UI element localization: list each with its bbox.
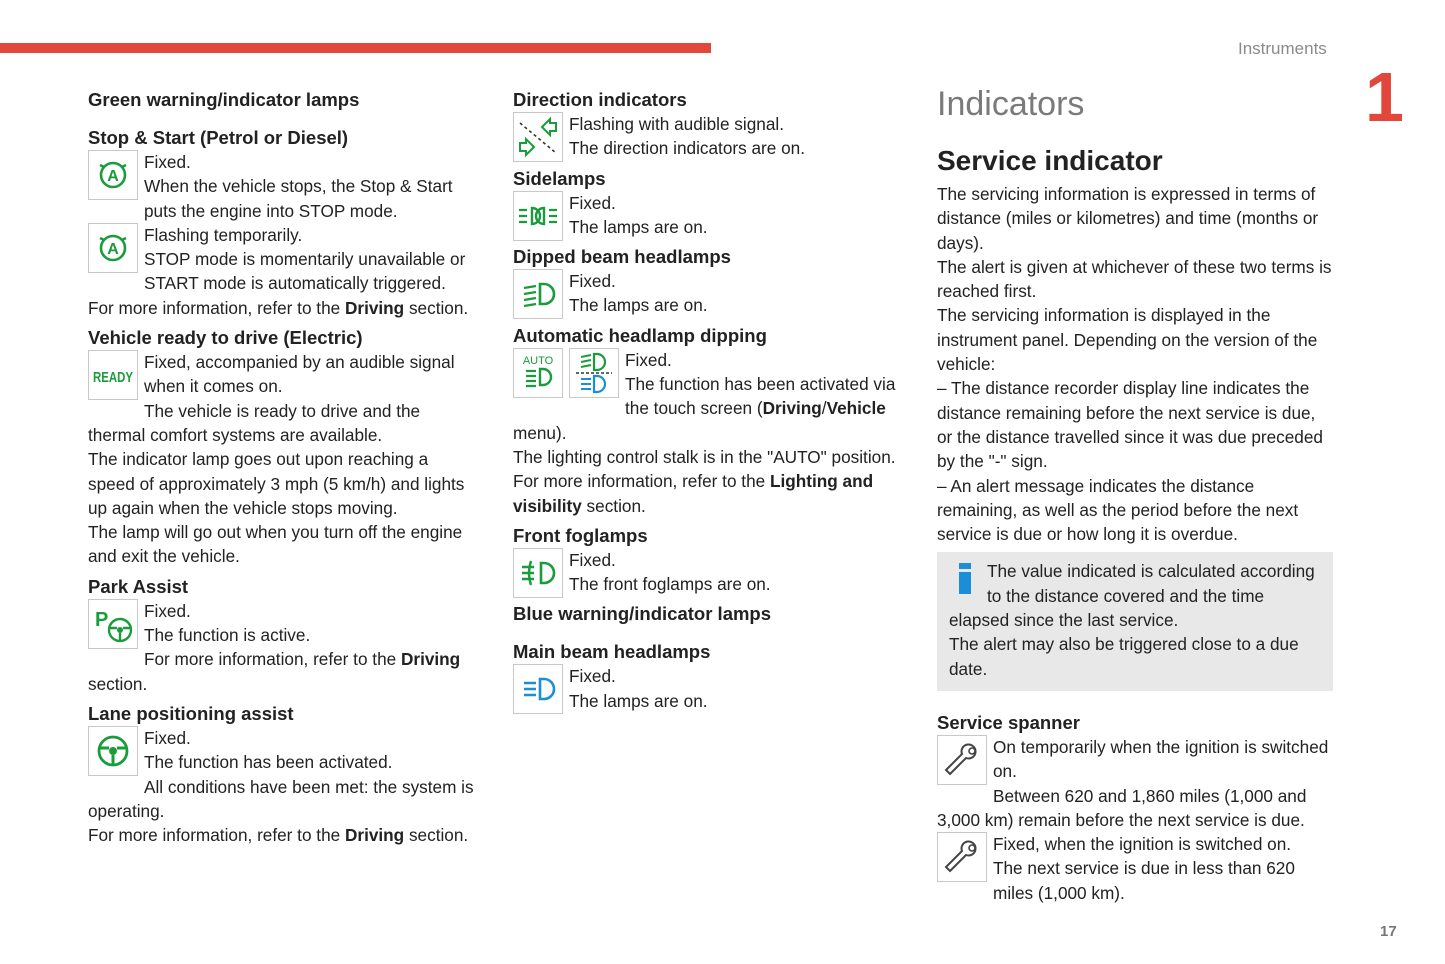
main-beam-block: [513, 664, 903, 713]
spanner-block-1: [937, 735, 1333, 784]
foglamps-l2: The front foglamps are on.: [569, 574, 771, 595]
chapter-number: 1: [1365, 58, 1404, 136]
ready-fixed: Fixed, accompanied by an audible signal when it comes on.: [144, 352, 455, 397]
lane-fixed: Fixed.: [144, 727, 191, 748]
info-text-2: The alert may also be triggered close to a due date.: [949, 634, 1299, 679]
heading-dipped: Dipped beam headlamps: [513, 246, 731, 268]
lane-desc: The function has been activated.: [144, 752, 393, 773]
park-assist-more-info: For more information, refer to the Driving section.: [88, 649, 461, 694]
main-beam-l2: The lamps are on.: [569, 690, 708, 711]
stop-start-fixed-desc: When the vehicle stops, the Stop & Start puts the engine into STOP mode.: [144, 176, 453, 221]
stop-start-more-info: For more information, refer to the Driving section.: [88, 297, 469, 318]
column-1: [88, 88, 478, 847]
svg-text:AUTO: AUTO: [522, 354, 554, 367]
lane-block: [88, 726, 478, 775]
spanner-a1: On temporarily when the ignition is switched on.: [993, 736, 1329, 782]
svg-text:A: A: [107, 240, 119, 258]
park-assist-fixed: Fixed.: [144, 600, 191, 621]
spanner-a2: Between 620 and 1,860 miles (1,000 and 3,000 km) remain before the next service is due.: [937, 785, 1307, 830]
heading-green-lamps: Green warning/indicator lamps: [88, 89, 360, 110]
park-assist-icon: [88, 599, 138, 649]
dipped-l1: Fixed.: [569, 271, 616, 292]
dipped-beam-icon: [513, 269, 563, 319]
info-box: [937, 552, 1333, 690]
service-p5: – An alert message indicates the distance remaining, as well as the period before the next service is due or how long it is overdue.: [937, 475, 1299, 545]
svg-text:A: A: [107, 168, 119, 185]
auto-block: [513, 348, 903, 445]
heading-main-beam: Main beam headlamps: [513, 641, 711, 663]
heading-foglamps: Front foglamps: [513, 524, 648, 546]
section-title: Service indicator: [937, 145, 1163, 176]
page-number: 17: [1380, 923, 1397, 940]
sidelamps-block: [513, 191, 903, 240]
heading-direction: Direction indicators: [513, 89, 687, 110]
info-icon: [949, 559, 987, 605]
stop-start-flashing-desc: STOP mode is momentarily unavailable or START mode is automatically triggered.: [144, 249, 466, 294]
service-p2: The alert is given at whichever of these two terms is reached first.: [937, 256, 1332, 302]
front-foglamp-icon: [513, 548, 563, 598]
direction-l1: Flashing with audible signal.: [569, 114, 784, 134]
auto-l2: The function has been activated via the touch screen (Driving/Vehicle menu).: [513, 374, 896, 443]
heading-service-spanner: Service spanner: [937, 711, 1080, 733]
foglamps-block: [513, 548, 903, 597]
column-2: [513, 88, 903, 714]
stop-start-icon: [88, 150, 138, 200]
ready-icon: [88, 350, 138, 400]
auto-headlamp-icon: [513, 348, 563, 398]
heading-sidelamps: Sidelamps: [513, 167, 606, 189]
auto-main-beam-icon: [569, 348, 619, 398]
stop-start-flashing-icon: [88, 223, 138, 273]
dipped-l2: The lamps are on.: [569, 295, 708, 316]
lane-desc-2: All conditions have been met: the system is operating.: [88, 776, 474, 821]
direction-block: [513, 112, 903, 161]
stop-start-flashing-label: Flashing temporarily.: [144, 224, 303, 245]
heading-auto-dipping: Automatic headlamp dipping: [513, 324, 767, 346]
heading-blue-lamps: Blue warning/indicator lamps: [513, 603, 772, 625]
stop-start-flashing: [88, 223, 478, 296]
column-3: [937, 85, 1333, 905]
sidelamps-icon: [513, 191, 563, 241]
auto-l1: Fixed.: [625, 349, 672, 370]
heading-park-assist: Park Assist: [88, 575, 189, 597]
heading-stop-start: Stop & Start (Petrol or Diesel): [88, 127, 349, 148]
spanner-b1: Fixed, when the ignition is switched on.: [993, 834, 1292, 855]
ready-block: [88, 350, 478, 399]
top-accent-bar: [0, 43, 711, 53]
stop-start-fixed-label: Fixed.: [144, 152, 191, 172]
main-beam-l1: Fixed.: [569, 666, 616, 687]
svg-text:READY: READY: [93, 369, 133, 387]
ready-desc-1: The vehicle is ready to drive and the thermal comfort systems are available.: [88, 400, 421, 445]
section-name: Instruments: [1238, 39, 1327, 58]
main-beam-icon: [513, 664, 563, 714]
sidelamps-l1: Fixed.: [569, 192, 616, 213]
lane-assist-icon: [88, 726, 138, 776]
ready-desc-2: The indicator lamp goes out upon reaching a speed of approximately 3 mph (5 km/h) and lights up again when the vehicle stops moving.: [88, 449, 465, 518]
service-p3: The servicing information is displayed in the instrument panel. Depending on the version of the vehicle:: [937, 305, 1318, 375]
heading-lane-assist: Lane positioning assist: [88, 702, 294, 724]
direction-indicator-icon: [513, 112, 563, 162]
auto-l3: The lighting control stalk is in the "AUTO" position.: [513, 446, 896, 467]
lane-more-info: For more information, refer to the Driving section.: [88, 825, 469, 846]
page-title: Indicators: [937, 85, 1085, 123]
park-assist-block: [88, 599, 478, 648]
service-p4: – The distance recorder display line indicates the distance remaining before the next service is due, or the distance travelled since it was due preceded by the "-" sign.: [937, 378, 1323, 472]
service-p1: The servicing information is expressed in terms of distance (miles or kilometres) and time (months or days).: [937, 184, 1319, 253]
svg-text:P: P: [95, 608, 109, 631]
foglamps-l1: Fixed.: [569, 549, 616, 570]
wrench-icon-fixed: [937, 832, 987, 882]
stop-start-fixed: [88, 150, 478, 223]
spanner-block-2: [937, 832, 1333, 905]
wrench-icon: [937, 735, 987, 785]
spanner-b2: The next service is due in less than 620 miles (1,000 km).: [993, 858, 1295, 903]
auto-more-info: For more information, refer to the Lighting and visibility section.: [513, 471, 874, 516]
park-assist-desc: The function is active.: [144, 625, 311, 646]
ready-desc-3: The lamp will go out when you turn off the engine and exit the vehicle.: [88, 522, 463, 567]
info-text-1: The value indicated is calculated according to the distance covered and the time elapsed since the last service.: [949, 561, 1315, 631]
sidelamps-l2: The lamps are on.: [569, 216, 708, 237]
dipped-block: [513, 269, 903, 318]
direction-l2: The direction indicators are on.: [569, 138, 805, 159]
heading-ready: Vehicle ready to drive (Electric): [88, 327, 363, 349]
